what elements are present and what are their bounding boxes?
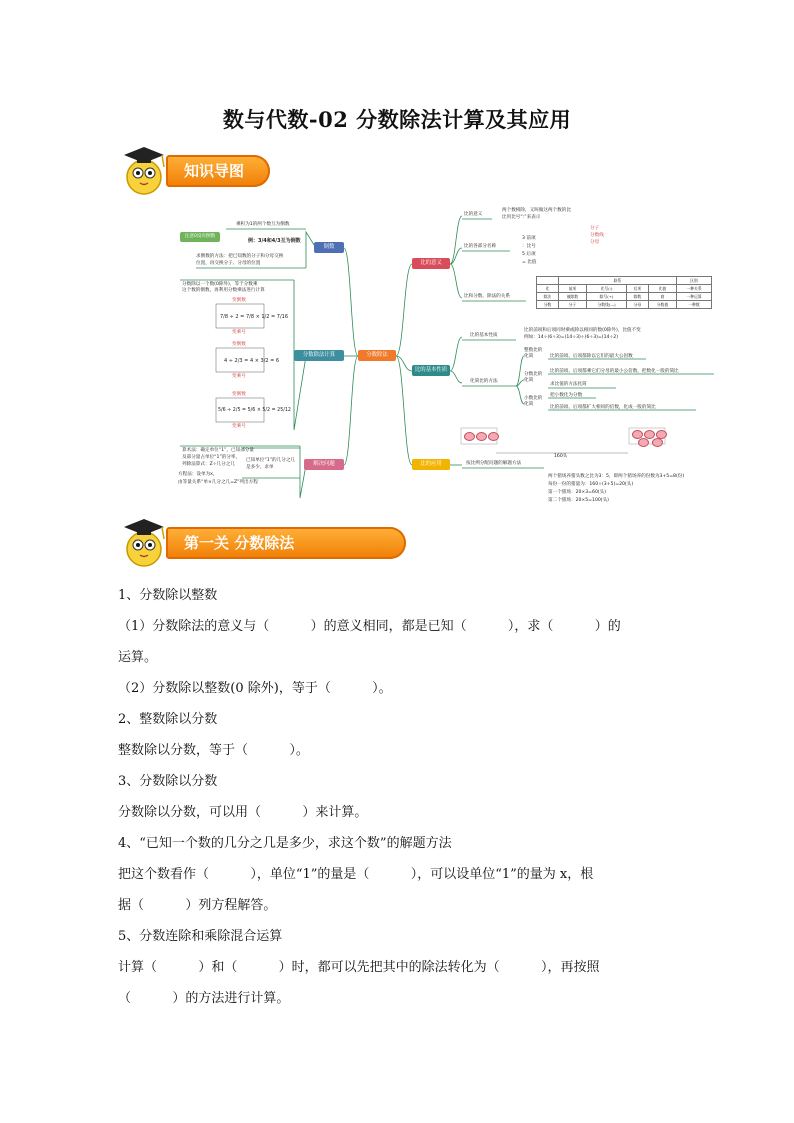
mascot-owl-icon <box>118 139 172 199</box>
section4-q1-cont: 据（ ）列方程解答。 <box>118 898 277 913</box>
section3-q1: 分数除以分数，可以用（ ）来计算。 <box>118 805 368 820</box>
ratio-part-front: 3 前项 <box>522 236 536 241</box>
level1-content <box>118 580 688 1014</box>
simplify-branch: 化简比的方法 <box>470 379 498 384</box>
calc-label-sign-1: 变乘号 <box>232 330 246 335</box>
banner-level1 <box>118 523 410 563</box>
section3-title: 3、分数除以分数 <box>118 774 218 789</box>
pig-icon <box>652 438 663 447</box>
problems-eq-1: 方程法：设单为x， <box>178 472 218 477</box>
ratio-part-colon: ：比号 <box>522 244 536 249</box>
banner-mindmap <box>118 151 270 191</box>
reciprocal-example: 例：3/4和4/3互为倒数 <box>248 238 301 244</box>
simplify-integer-text: 比的前项、后项都除以它们的最大公因数 <box>550 354 633 359</box>
simplify-integer: 整数比的化简 <box>524 348 543 359</box>
node-ratio-property: 比的基本性质 <box>412 365 450 376</box>
banner-ribbon: 知识导图 <box>166 155 270 187</box>
calc-example-1: 7/8 ÷ 2 = 7/8 × 1/2 = 7/16 <box>220 314 289 320</box>
simplify-decimal-text1: 把小数化为分数 <box>550 393 583 398</box>
node-ratio-meaning: 比的意义 <box>412 258 450 269</box>
pig-icon <box>488 432 499 441</box>
section2-title: 2、整数除以分数 <box>118 712 218 727</box>
frac-numerator: 分子 <box>590 226 600 231</box>
node-problems: 解决问题 <box>304 459 344 470</box>
mind-map <box>176 208 714 508</box>
node-reciprocal: 倒数 <box>314 242 344 253</box>
ratio-meaning-branch: 比的意义 <box>464 212 483 217</box>
section4-title: 4、“已知一个数的几分之几是多少，求这个数”的解题方法 <box>118 836 452 851</box>
calc-rule2: 这个数的倒数，再利用分数乘法进行计算 <box>182 288 265 293</box>
calc-label-sign-3: 变乘号 <box>232 424 246 429</box>
section2-q1: 整数除以分数，等于（ ）。 <box>118 743 309 758</box>
section1-q1: （1）分数除法的意义与（ ）的意义相同，都是已知（ ），求（ ）的 <box>118 619 621 634</box>
problems-eq-2: 由等量关系“单×几分之几=Z”列出方程 <box>178 480 258 485</box>
ratio-relation-table: 联系 区别 比 前项 比号(:) 后项 比值 一种关系 除法 被除数 除号(÷) 除数 商 一种运算 分数 分子 分数线(—) 分母 分数值 一种数 <box>536 276 712 309</box>
simplify-fraction-text1: 比的前项、后项都乘它们分母的最小公倍数，把数化一般的简比 <box>550 369 679 374</box>
ratio-part-value: = 比值 <box>522 260 537 265</box>
reciprocal-method2: 位置，再交换分子、分母的位置 <box>196 261 261 266</box>
reciprocal-method1: 求倒数的方法：把已知数的分子和分母交换 <box>196 254 284 259</box>
calc-example-3: 5/6 ÷ 2/5 = 5/6 × 5/2 = 25/12 <box>218 408 291 413</box>
calc-label-sign-2: 变乘号 <box>232 374 246 379</box>
property-text2: 例如：14÷(6÷3)=(14÷3)÷(6÷3)=(14÷2) <box>524 335 618 340</box>
simplify-decimal-text2: 比的前项、后项都扩大相同的倍数，化成一般的简比 <box>550 405 656 410</box>
apply-step4: 第二个猪场：20×5=100(头) <box>548 498 609 503</box>
ratio-meaning-text1: 两个数相除，又叫做这两个数的比 <box>502 208 571 213</box>
calc-label-change-3: 变倒数 <box>232 392 246 397</box>
mascot-owl-icon <box>118 511 172 571</box>
pig-icon <box>476 432 487 441</box>
ratio-relation-branch: 比和分数、除法的关系 <box>464 294 510 299</box>
simplify-fraction-text2: 求比值的方法化简 <box>550 382 587 387</box>
banner-ribbon: 第一关 分数除法 <box>166 527 406 559</box>
node-ratio-apply: 比的应用 <box>412 459 450 470</box>
ratio-meaning-text2: 比用比号“:”来表示 <box>502 215 541 220</box>
section1-q2: （2）分数除以整数(0 除外)，等于（ ）。 <box>118 681 392 696</box>
frac-denominator: 分母 <box>590 240 600 245</box>
node-calc: 分数除法计算 <box>294 350 344 361</box>
calc-label-change-1: 变倒数 <box>232 298 246 303</box>
pig-icon <box>638 438 649 447</box>
apply-method: 按比例分配问题的解题方法 <box>466 461 522 466</box>
section5-q1-cont: （ ）的方法进行计算。 <box>118 991 290 1006</box>
pig-icon <box>464 432 475 441</box>
apply-step2: 每份一份的猪量为：160÷(3+5)=20(头) <box>548 482 634 487</box>
apply-step1: 两个猪场养猪头数之比为3：5，即两个猪场养的份数为3+5=8(份) <box>548 474 685 479</box>
calc-rule1: 分数除以一个数(0除外)，等于分数乘 <box>182 282 258 287</box>
apply-step3: 第一个猪场：20×3=60(头) <box>548 490 607 495</box>
simplify-decimal: 小数比的化简 <box>524 396 543 407</box>
problems-known2: 是多少，求单 <box>246 465 274 470</box>
section5-title: 5、分数连除和乘除混合运算 <box>118 929 283 944</box>
section5-q1: 计算（ ）和（ ）时，都可以先把其中的除法转化为（ ），再按照 <box>118 960 600 975</box>
property-branch: 比的基本性质 <box>470 333 498 338</box>
node-center: 分数除法 <box>358 350 396 361</box>
pigs-total-label: 160头 <box>554 454 568 459</box>
problems-known: 已知单位“1”的几分之几 <box>246 458 296 463</box>
problems-arith-2: 及部分量占单位“1”的分率， <box>182 455 241 460</box>
reciprocal-def: 乘积为1的两个数互为倒数 <box>236 222 290 227</box>
simplify-fraction: 分数比的化简 <box>524 372 543 383</box>
property-text1: 比的前项和后项同时乘或除以相同的数(0除外)，比值不变 <box>524 328 641 333</box>
frac-line: 分数线 <box>590 233 604 238</box>
problems-arith-3: 列除法算式：Z÷几分之几 <box>182 462 235 467</box>
ratio-part-back: 5 后项 <box>522 252 536 257</box>
calc-example-2: 4 ÷ 2/3 = 4 × 3/2 = 6 <box>224 358 280 364</box>
ratio-parts-branch: 比的各部分名称 <box>464 244 497 249</box>
section1-title: 1、分数除以整数 <box>118 588 218 603</box>
section1-q1-cont: 运算。 <box>118 650 158 665</box>
tag-zero-no-reciprocal: 注意0没有倒数 <box>180 232 220 242</box>
section4-q1: 把这个数看作（ ），单位“1”的量是（ ），可以设单位“1”的量为 x，根 <box>118 867 594 882</box>
problems-arith-1: 算术法：确定单位“1”，已知部分量 <box>182 448 254 453</box>
calc-label-change-2: 变倒数 <box>232 342 246 347</box>
document-title: 数与代数-02 分数除法计算及其应用 <box>222 107 572 132</box>
